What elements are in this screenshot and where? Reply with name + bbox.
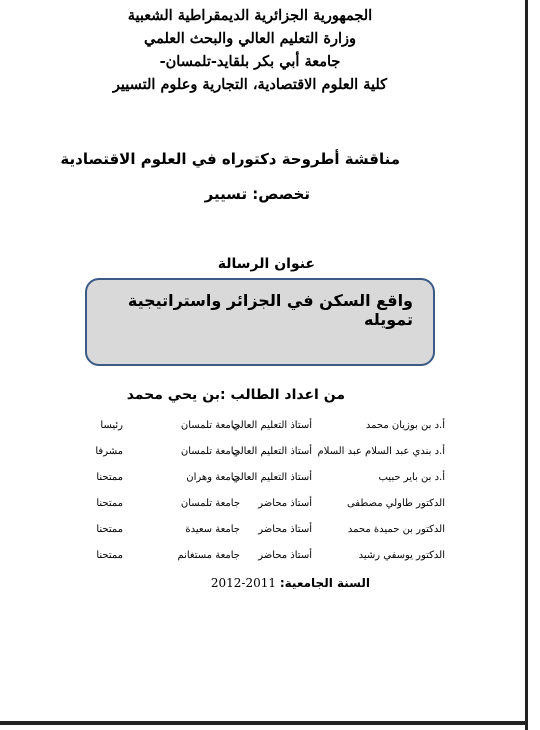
student-name: من اعداد الطالب :بن يحي محمد <box>126 387 345 403</box>
jury-member-rank: أستاذ التعليم العالي <box>232 446 312 457</box>
jury-member-rank: أستاذ محاضر <box>258 524 312 535</box>
jury-member-name: أ.د بن بوزيان محمد <box>365 420 445 431</box>
academic-year <box>160 576 370 590</box>
jury-member-university: جامعة وهران <box>186 472 240 483</box>
jury-member-university: جامعة تلمسان <box>180 420 240 431</box>
thesis-title: واقع السكن في الجزائر واستراتيجية تمويله <box>127 291 413 329</box>
jury-member-university: جامعة سعيدة <box>185 524 240 535</box>
jury-member-role: مشرفا <box>95 446 123 457</box>
jury-member-name: أ.د بن باير حبيب <box>378 472 445 483</box>
jury-member-role: ممتحنا <box>96 472 123 483</box>
page-border-bottom <box>0 721 528 725</box>
page-border-right <box>525 0 528 730</box>
jury-member-name: أ.د بندي عبد السلام عبد السلام <box>317 446 445 457</box>
jury-member-role: ممتحنا <box>96 550 123 561</box>
jury-row <box>0 498 540 514</box>
header-republic: الجمهورية الجزائرية الديمقراطية الشعبية <box>127 7 373 24</box>
jury-member-university: جامعة مستغانم <box>177 550 240 561</box>
jury-row <box>0 524 540 540</box>
jury-member-name: الدكتور طاولي مصطفى <box>346 498 445 509</box>
jury-member-name: الدكتور بن حميدة محمد <box>347 524 445 535</box>
jury-member-rank: أستاذ محاضر <box>258 498 312 509</box>
institution-header <box>0 4 500 96</box>
jury-member-rank: أستاذ محاضر <box>258 550 312 561</box>
jury-row <box>0 446 540 462</box>
thesis-label: عنوان الرسالة <box>217 256 315 272</box>
thesis-title-box <box>85 278 435 366</box>
jury-row <box>0 472 540 488</box>
jury-member-university: جامعة تلمسان <box>180 446 240 457</box>
defense-heading: مناقشة أطروحة دكتوراه في العلوم الاقتصادية <box>60 150 400 168</box>
jury-list <box>0 416 540 576</box>
specialty-heading: تخصص: تسيير <box>204 185 310 203</box>
jury-member-name: الدكتور يوسفي رشيد <box>358 550 445 561</box>
header-university: جامعة أبي بكر بلقايد-تلمسان- <box>159 53 341 70</box>
academic-year-label: السنة الجامعية: <box>279 576 370 590</box>
jury-member-role: رئيسا <box>100 420 123 431</box>
jury-member-rank: أستاذ التعليم العالي <box>232 420 312 431</box>
jury-row <box>0 420 540 436</box>
jury-member-role: ممتحنا <box>96 524 123 535</box>
header-ministry: وزارة التعليم العالي والبحث العلمي <box>144 30 356 47</box>
jury-member-role: ممتحنا <box>96 498 123 509</box>
header-faculty: كلية العلوم الاقتصادية، التجارية وعلوم التسيير <box>112 76 388 93</box>
academic-year-value: 2011-2012 <box>210 576 277 590</box>
jury-member-rank: أستاذ التعليم العالي <box>232 472 312 483</box>
jury-member-university: جامعة تلمسان <box>180 498 240 509</box>
jury-row <box>0 550 540 566</box>
